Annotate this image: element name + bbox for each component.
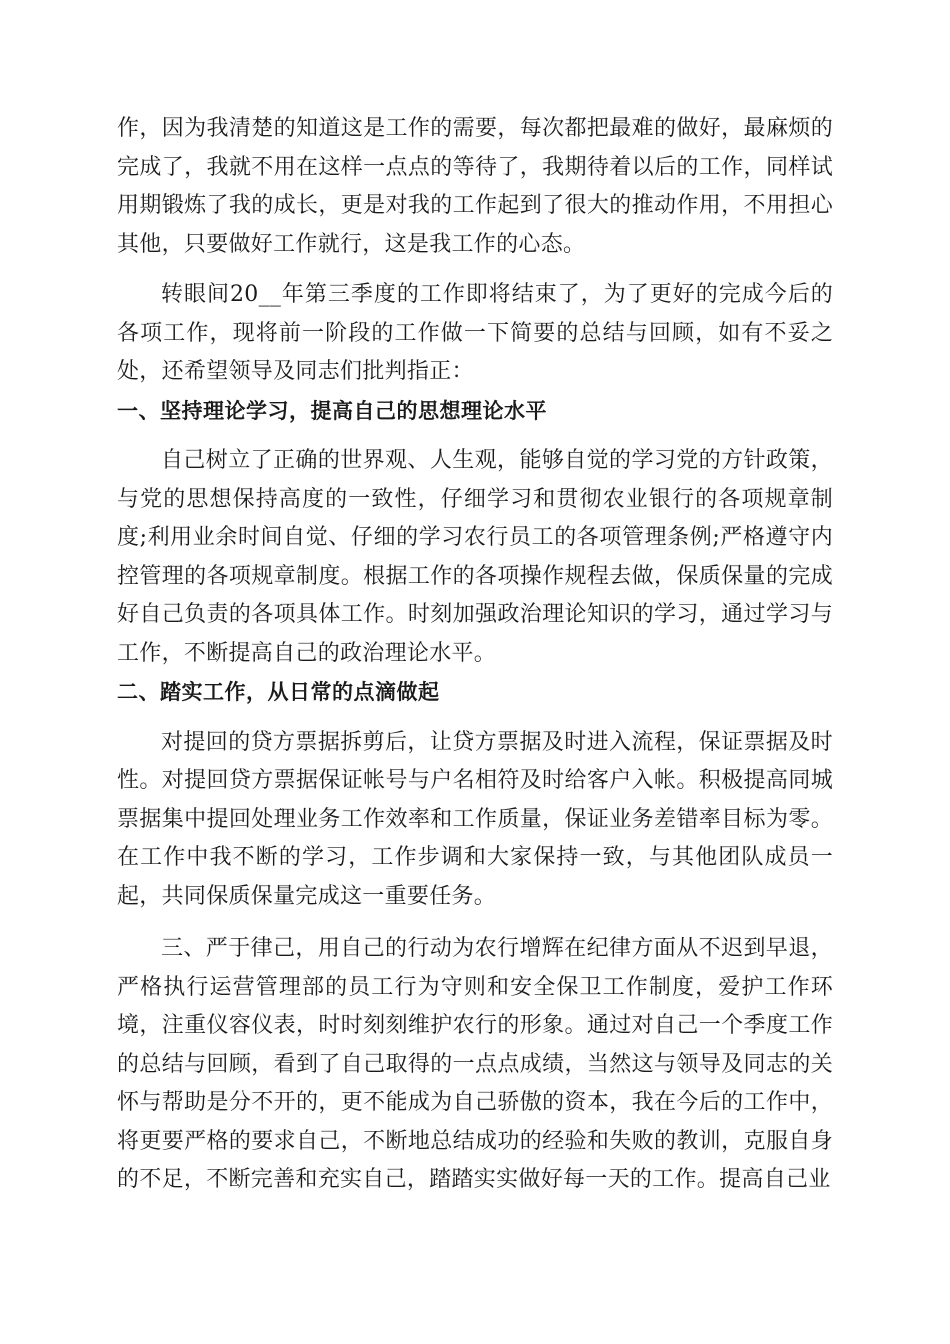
paragraph-section-2: 对提回的贷方票据拆剪后，让贷方票据及时进入流程，保证票据及时性。对提回贷方票据保证帐号与户名相符及时给客户入帐。积极提高同城票据集中提回处理业务工作效率和工作质量，保证业务差错率目标为零。在工作中我不断的学习，工作步调和大家保持一致，与其他团队成员一起，共同保质保量完成这一重要任务。 <box>117 729 833 909</box>
section-heading-2: 二、踏实工作，从日常的点滴做起 <box>117 680 440 704</box>
paragraph-section-1: 自己树立了正确的世界观、人生观，能够自觉的学习党的方针政策，与党的思想保持高度的一致性，仔细学习和贯彻农业银行的各项规章制度;利用业余时间自觉、仔细的学习农行员工的各项管理条例;严格遵守内控管理的各项规章制度。根据工作的各项操作规程去做，保质保量的完成好自己负责的各项具体工作。时刻加强政治理论知识的学习，通过学习与工作，不断提高自己的政治理论水平。 <box>117 448 833 666</box>
document-body <box>117 110 833 1200</box>
section-heading-1: 一、坚持理论学习，提高自己的思想理论水平 <box>117 398 547 423</box>
paragraph-section-3: 三、严于律己，用自己的行动为农行增辉在纪律方面从不迟到早退，严格执行运营管理部的员工行为守则和安全保卫工作制度，爱护工作环境，注重仪容仪表，时时刻刻维护农行的形象。通过对自己一个季度工作的总结与回顾，看到了自己取得的一点点成绩，当然这与领导及同志的关怀与帮助是分不开的，更不能成为自己骄傲的资本，我在今后的工作中，将更要严格的要求自己，不断地总结成功的经验和失败的教训，克服自身的不足，不断完善和充实自己，踏踏实实做好每一天的工作。提高自己业 <box>117 936 833 1192</box>
paragraph-intro: 转眼间20__年第三季度的工作即将结束了，为了更好的完成今后的各项工作，现将前一阶段的工作做一下简要的总结与回顾，如有不妥之处，还希望领导及同志们批判指正： <box>117 282 833 384</box>
paragraph-continuation: 作，因为我清楚的知道这是工作的需要，每次都把最难的做好，最麻烦的完成了，我就不用在这样一点点的等待了，我期待着以后的工作，同样试用期锻炼了我的成长，更是对我的工作起到了很大的推动作用，不用担心其他，只要做好工作就行，这是我工作的心态。 <box>117 116 833 257</box>
